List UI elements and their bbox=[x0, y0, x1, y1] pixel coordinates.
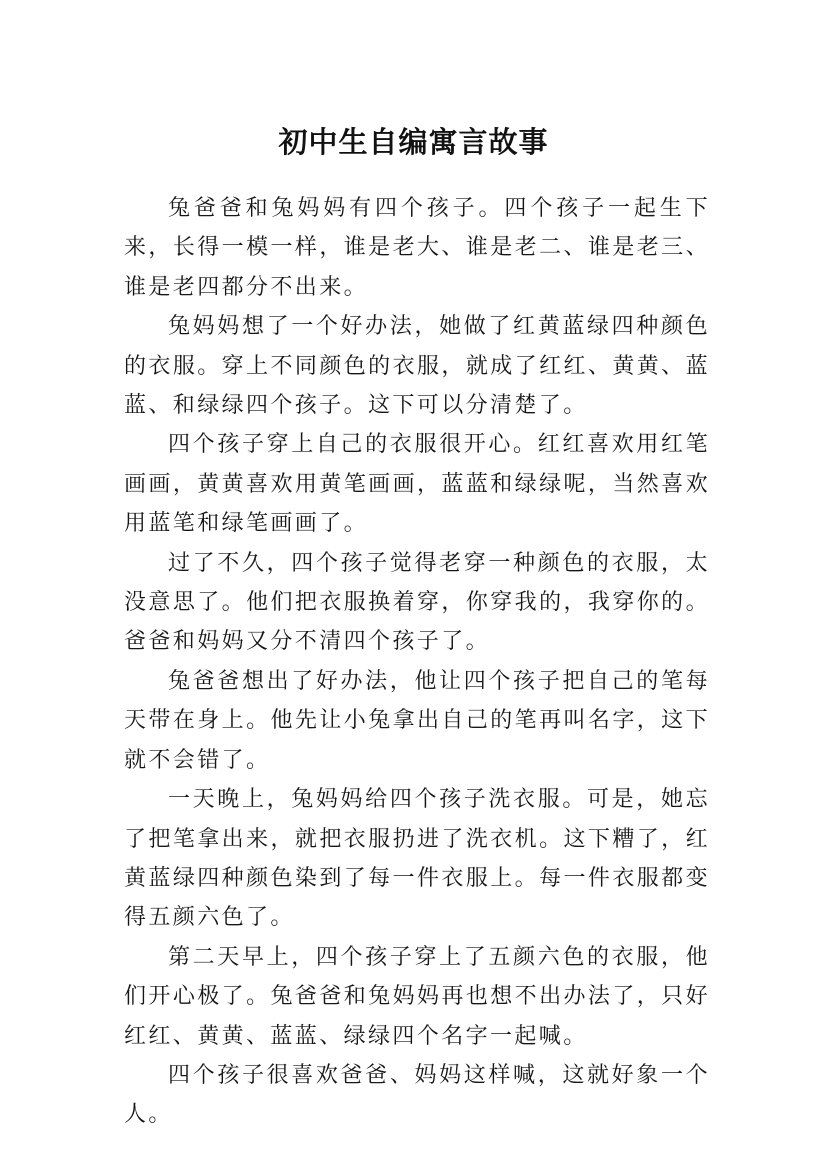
document-body bbox=[124, 189, 710, 1135]
paragraph: 第二天早上，四个孩子穿上了五颜六色的衣服，他们开心极了。兔爸爸和兔妈妈再也想不出办法了，只好红红、黄黄、蓝蓝、绿绿四个名字一起喊。 bbox=[124, 944, 710, 1049]
paragraph: 四个孩子穿上自己的衣服很开心。红红喜欢用红笔画画，黄黄喜欢用黄笔画画，蓝蓝和绿绿呢，当然喜欢用蓝笔和绿笔画画了。 bbox=[124, 432, 710, 537]
paragraph: 四个孩子很喜欢爸爸、妈妈这样喊，这就好象一个人。 bbox=[124, 1062, 710, 1128]
paragraph: 兔妈妈想了一个好办法，她做了红黄蓝绿四种颜色的衣服。穿上不同颜色的衣服，就成了红红、黄黄、蓝蓝、和绿绿四个孩子。这下可以分清楚了。 bbox=[124, 314, 710, 419]
paragraph: 一天晚上，兔妈妈给四个孩子洗衣服。可是，她忘了把笔拿出来，就把衣服扔进了洗衣机。这下糟了，红黄蓝绿四种颜色染到了每一件衣服上。每一件衣服都变得五颜六色了。 bbox=[124, 787, 710, 931]
document-title: 初中生自编寓言故事 bbox=[278, 125, 549, 160]
paragraph: 兔爸爸想出了好办法，他让四个孩子把自己的笔每天带在身上。他先让小兔拿出自己的笔再叫名字，这下就不会错了。 bbox=[124, 668, 710, 773]
paragraph: 兔爸爸和兔妈妈有四个孩子。四个孩子一起生下来，长得一模一样，谁是老大、谁是老二、谁是老三、谁是老四都分不出来。 bbox=[124, 196, 710, 300]
paragraph: 过了不久，四个孩子觉得老穿一种颜色的衣服，太没意思了。他们把衣服换着穿，你穿我的，我穿你的。爸爸和妈妈又分不清四个孩子了。 bbox=[124, 550, 710, 655]
